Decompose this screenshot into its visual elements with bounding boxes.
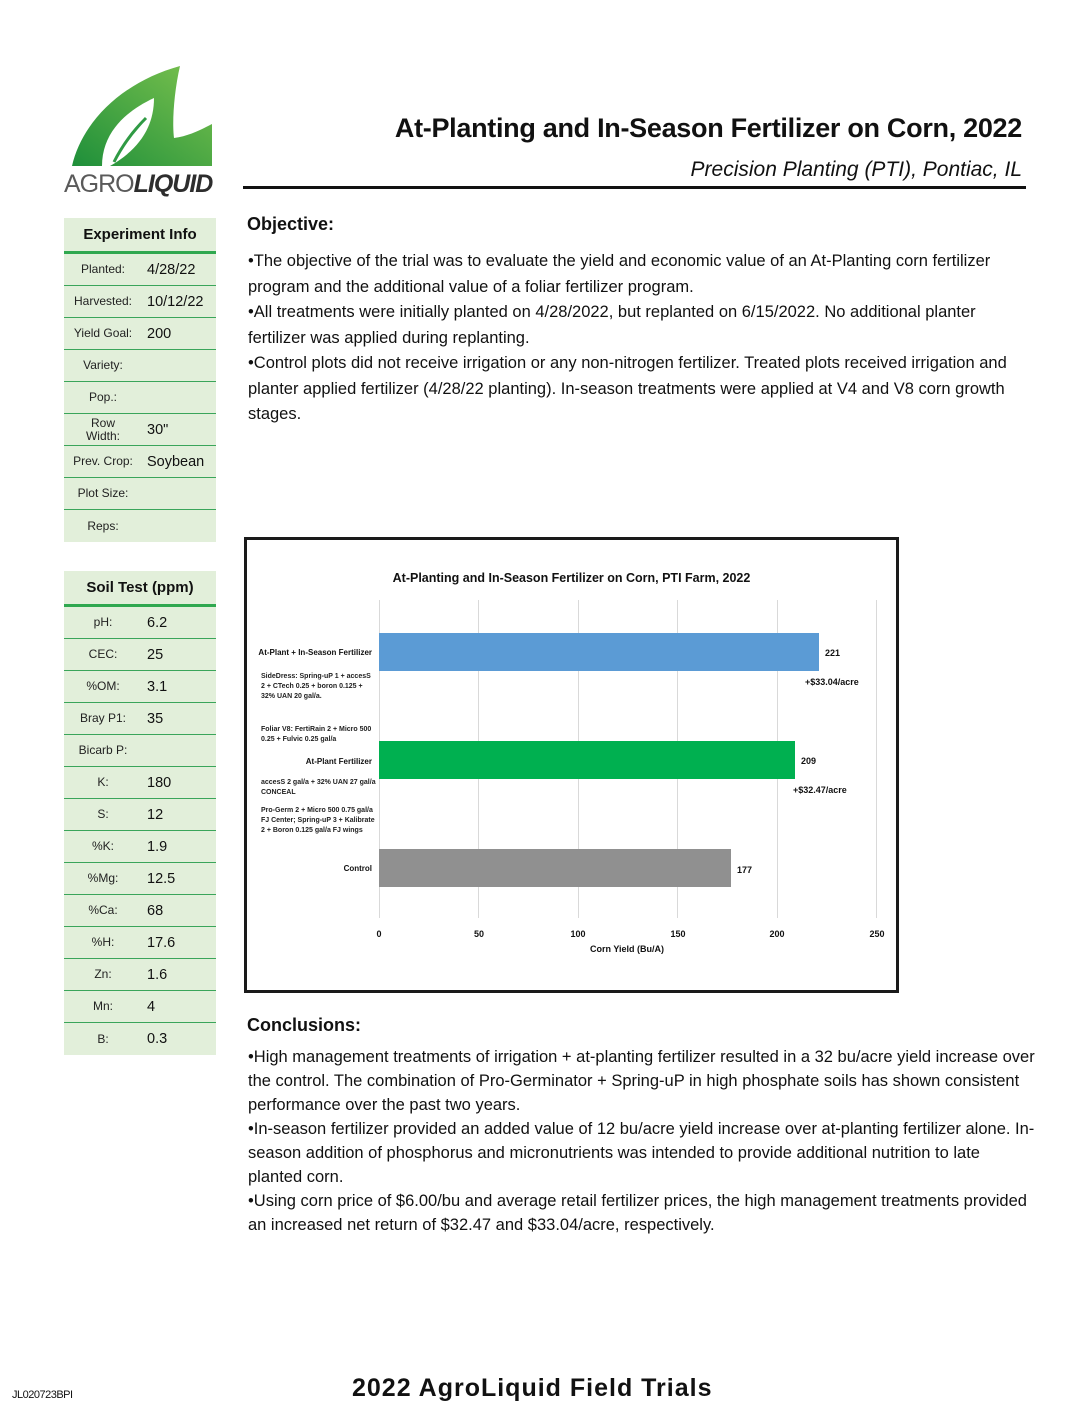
soil-row [64, 799, 216, 831]
soil-test-heading: Soil Test (ppm) [64, 571, 216, 607]
soil-label: %H: [91, 935, 115, 949]
info-row [64, 254, 216, 286]
soil-value: 17.6 [147, 934, 176, 951]
info-value: 4/28/22 [147, 261, 196, 278]
soil-value: 180 [147, 774, 172, 791]
objective-text [248, 249, 1038, 428]
soil-label: Zn: [94, 967, 112, 981]
x-tick: 250 [869, 929, 885, 939]
objective-bullet: •Control plots did not receive irrigation or any non-nitrogen fertilizer. Treated plots received irrigation and planter applied fertilizer (4/28/22 planting). In-season treatments were applied at V4 and V8 corn growth stages. [248, 354, 1007, 423]
soil-row [64, 927, 216, 959]
category-label: Control [343, 864, 372, 873]
net-return-annotation: +$32.47/acre [793, 785, 847, 795]
soil-label: Bray P1: [79, 711, 127, 725]
info-value: 10/12/22 [147, 293, 204, 310]
soil-label: CEC: [88, 647, 118, 661]
soil-row [64, 703, 216, 735]
soil-row [64, 895, 216, 927]
soil-value: 68 [147, 902, 164, 919]
x-tick: 100 [570, 929, 586, 939]
x-tick: 150 [670, 929, 686, 939]
soil-label: %K: [91, 839, 114, 853]
soil-value: 35 [147, 710, 164, 727]
x-tick: 200 [769, 929, 785, 939]
page-subtitle: Precision Planting (PTI), Pontiac, IL [690, 158, 1022, 181]
soil-label: B: [97, 1031, 109, 1046]
info-row [64, 478, 216, 510]
soil-row [64, 767, 216, 799]
bar-value-label: 209 [801, 756, 817, 766]
info-row [64, 510, 216, 542]
bar-at-plant [379, 741, 795, 779]
treatment-detail: accesS 2 gal/a + 32% UAN 27 gal/a CONCEAL [261, 779, 376, 796]
conclusions-text [248, 1045, 1038, 1237]
gridline [876, 600, 877, 918]
info-label: Row Width: [85, 415, 120, 443]
bar-value-label: 221 [825, 648, 841, 658]
conclusion-bullet: •High management treatments of irrigation + at-planting fertilizer resulted in a 32 bu/acre yield increase over the control. The combination of Pro-Germinator + Spring-uP in high phosphate soils has shown consistent performance over the past two years. [248, 1048, 1035, 1114]
soil-label: Mn: [92, 999, 113, 1013]
info-row [64, 350, 216, 382]
logo-liquid-text: LIQUID [133, 170, 213, 198]
soil-value: 0.3 [147, 1031, 168, 1047]
conclusions-heading: Conclusions: [247, 1015, 362, 1035]
soil-row [64, 639, 216, 671]
soil-row [64, 959, 216, 991]
treatment-detail: SideDress: Spring-uP 1 + accesS 2 + CTech 0.25 + boron 0.125 + 32% UAN 20 gal/a. [261, 673, 371, 700]
document-code: JL020723BPI [12, 1389, 73, 1401]
soil-value: 12.5 [147, 870, 176, 887]
title-divider [243, 186, 1026, 189]
conclusion-bullet: •In-season fertilizer provided an added value of 12 bu/acre yield increase over at-planting fertilizer alone. In-season addition of phosphorus and micronutrients was intended to provide additional nutrition to late planted corn. [248, 1120, 1035, 1186]
objective-heading: Objective: [247, 214, 335, 234]
info-value: Soybean [147, 453, 205, 470]
soil-value: 1.6 [147, 966, 168, 983]
soil-value: 3.1 [147, 678, 168, 695]
soil-label: K: [97, 775, 109, 789]
treatment-detail: Pro-Germ 2 + Micro 500 0.75 gal/a FJ Center; Spring-uP 3 + Kalibrate 2 + Boron 0.125 gal/a FJ wings [261, 807, 375, 834]
objective-bullet: •The objective of the trial was to evaluate the yield and economic value of an At-Planting corn fertilizer program and the additional value of a foliar fertilizer program. [248, 252, 991, 296]
yield-chart [244, 537, 899, 993]
category-label: At-Plant Fertilizer [305, 757, 372, 766]
conclusion-bullet: •Using corn price of $6.00/bu and average retail fertilizer prices, the high management treatments provided an increased net return of $32.47 and $33.04/acre, respectively. [248, 1192, 1027, 1234]
info-row [64, 318, 216, 350]
chart-title: At-Planting and In-Season Fertilizer on Corn, PTI Farm, 2022 [392, 571, 751, 585]
bar-control [379, 849, 731, 887]
soil-row [64, 671, 216, 703]
info-value: 30" [147, 421, 169, 438]
x-tick: 50 [473, 929, 485, 939]
page-title: At-Planting and In-Season Fertilizer on Corn, 2022 [394, 113, 1022, 143]
bar-value-label: 177 [737, 865, 753, 875]
info-label: Prev. Crop: [73, 454, 133, 468]
footer-title: 2022 AgroLiquid Field Trials [352, 1374, 713, 1402]
soil-value: 1.9 [147, 838, 168, 855]
soil-row [64, 735, 216, 767]
treatment-detail: Foliar V8: FertiRain 2 + Micro 500 0.25 + Fulvic 0.25 gal/a [261, 726, 372, 743]
logo-agro-text: AGRO [64, 170, 134, 198]
info-value: 200 [147, 325, 172, 342]
x-axis-label: Corn Yield (Bu/A) [590, 944, 664, 954]
soil-test-table [64, 571, 216, 1055]
info-label: Pop.: [88, 390, 118, 404]
agroliquid-logo [62, 62, 218, 196]
info-label: Harvested: [73, 294, 133, 308]
soil-row [64, 1023, 216, 1055]
info-row [64, 286, 216, 318]
info-label: Plot Size: [77, 486, 129, 500]
info-row [64, 446, 216, 478]
soil-row [64, 863, 216, 895]
logo-wordmark [64, 170, 212, 199]
experiment-info-heading: Experiment Info [64, 218, 216, 254]
leaf-logo-icon [62, 62, 218, 172]
info-row [64, 382, 216, 414]
soil-row [64, 607, 216, 639]
net-return-annotation: +$33.04/acre [805, 677, 859, 687]
objective-bullet: •All treatments were initially planted on 4/28/2022, but replanted on 6/15/2022. No additional planter fertilizer was applied during replanting. [248, 303, 976, 347]
soil-label: %Ca: [88, 903, 118, 917]
soil-value: 6.2 [147, 614, 168, 631]
info-label: Reps: [87, 518, 119, 533]
experiment-info-table [64, 218, 216, 542]
soil-value: 25 [147, 646, 164, 663]
category-label: At-Plant + In-Season Fertilizer [258, 648, 372, 657]
soil-label: Bicarb P: [78, 743, 128, 757]
x-tick: 0 [376, 929, 382, 939]
soil-value: 4 [147, 998, 156, 1015]
soil-label: S: [97, 807, 109, 821]
soil-label: %OM: [86, 679, 120, 693]
soil-label: %Mg: [87, 871, 119, 885]
soil-row [64, 991, 216, 1023]
soil-value: 12 [147, 806, 164, 823]
info-label: Variety: [83, 358, 123, 372]
soil-row [64, 831, 216, 863]
bar-at-plant-in-season [379, 633, 819, 671]
soil-label: pH: [93, 615, 113, 629]
info-row [64, 414, 216, 446]
info-label: Planted: [80, 262, 126, 276]
info-label: Yield Goal: [73, 326, 133, 340]
